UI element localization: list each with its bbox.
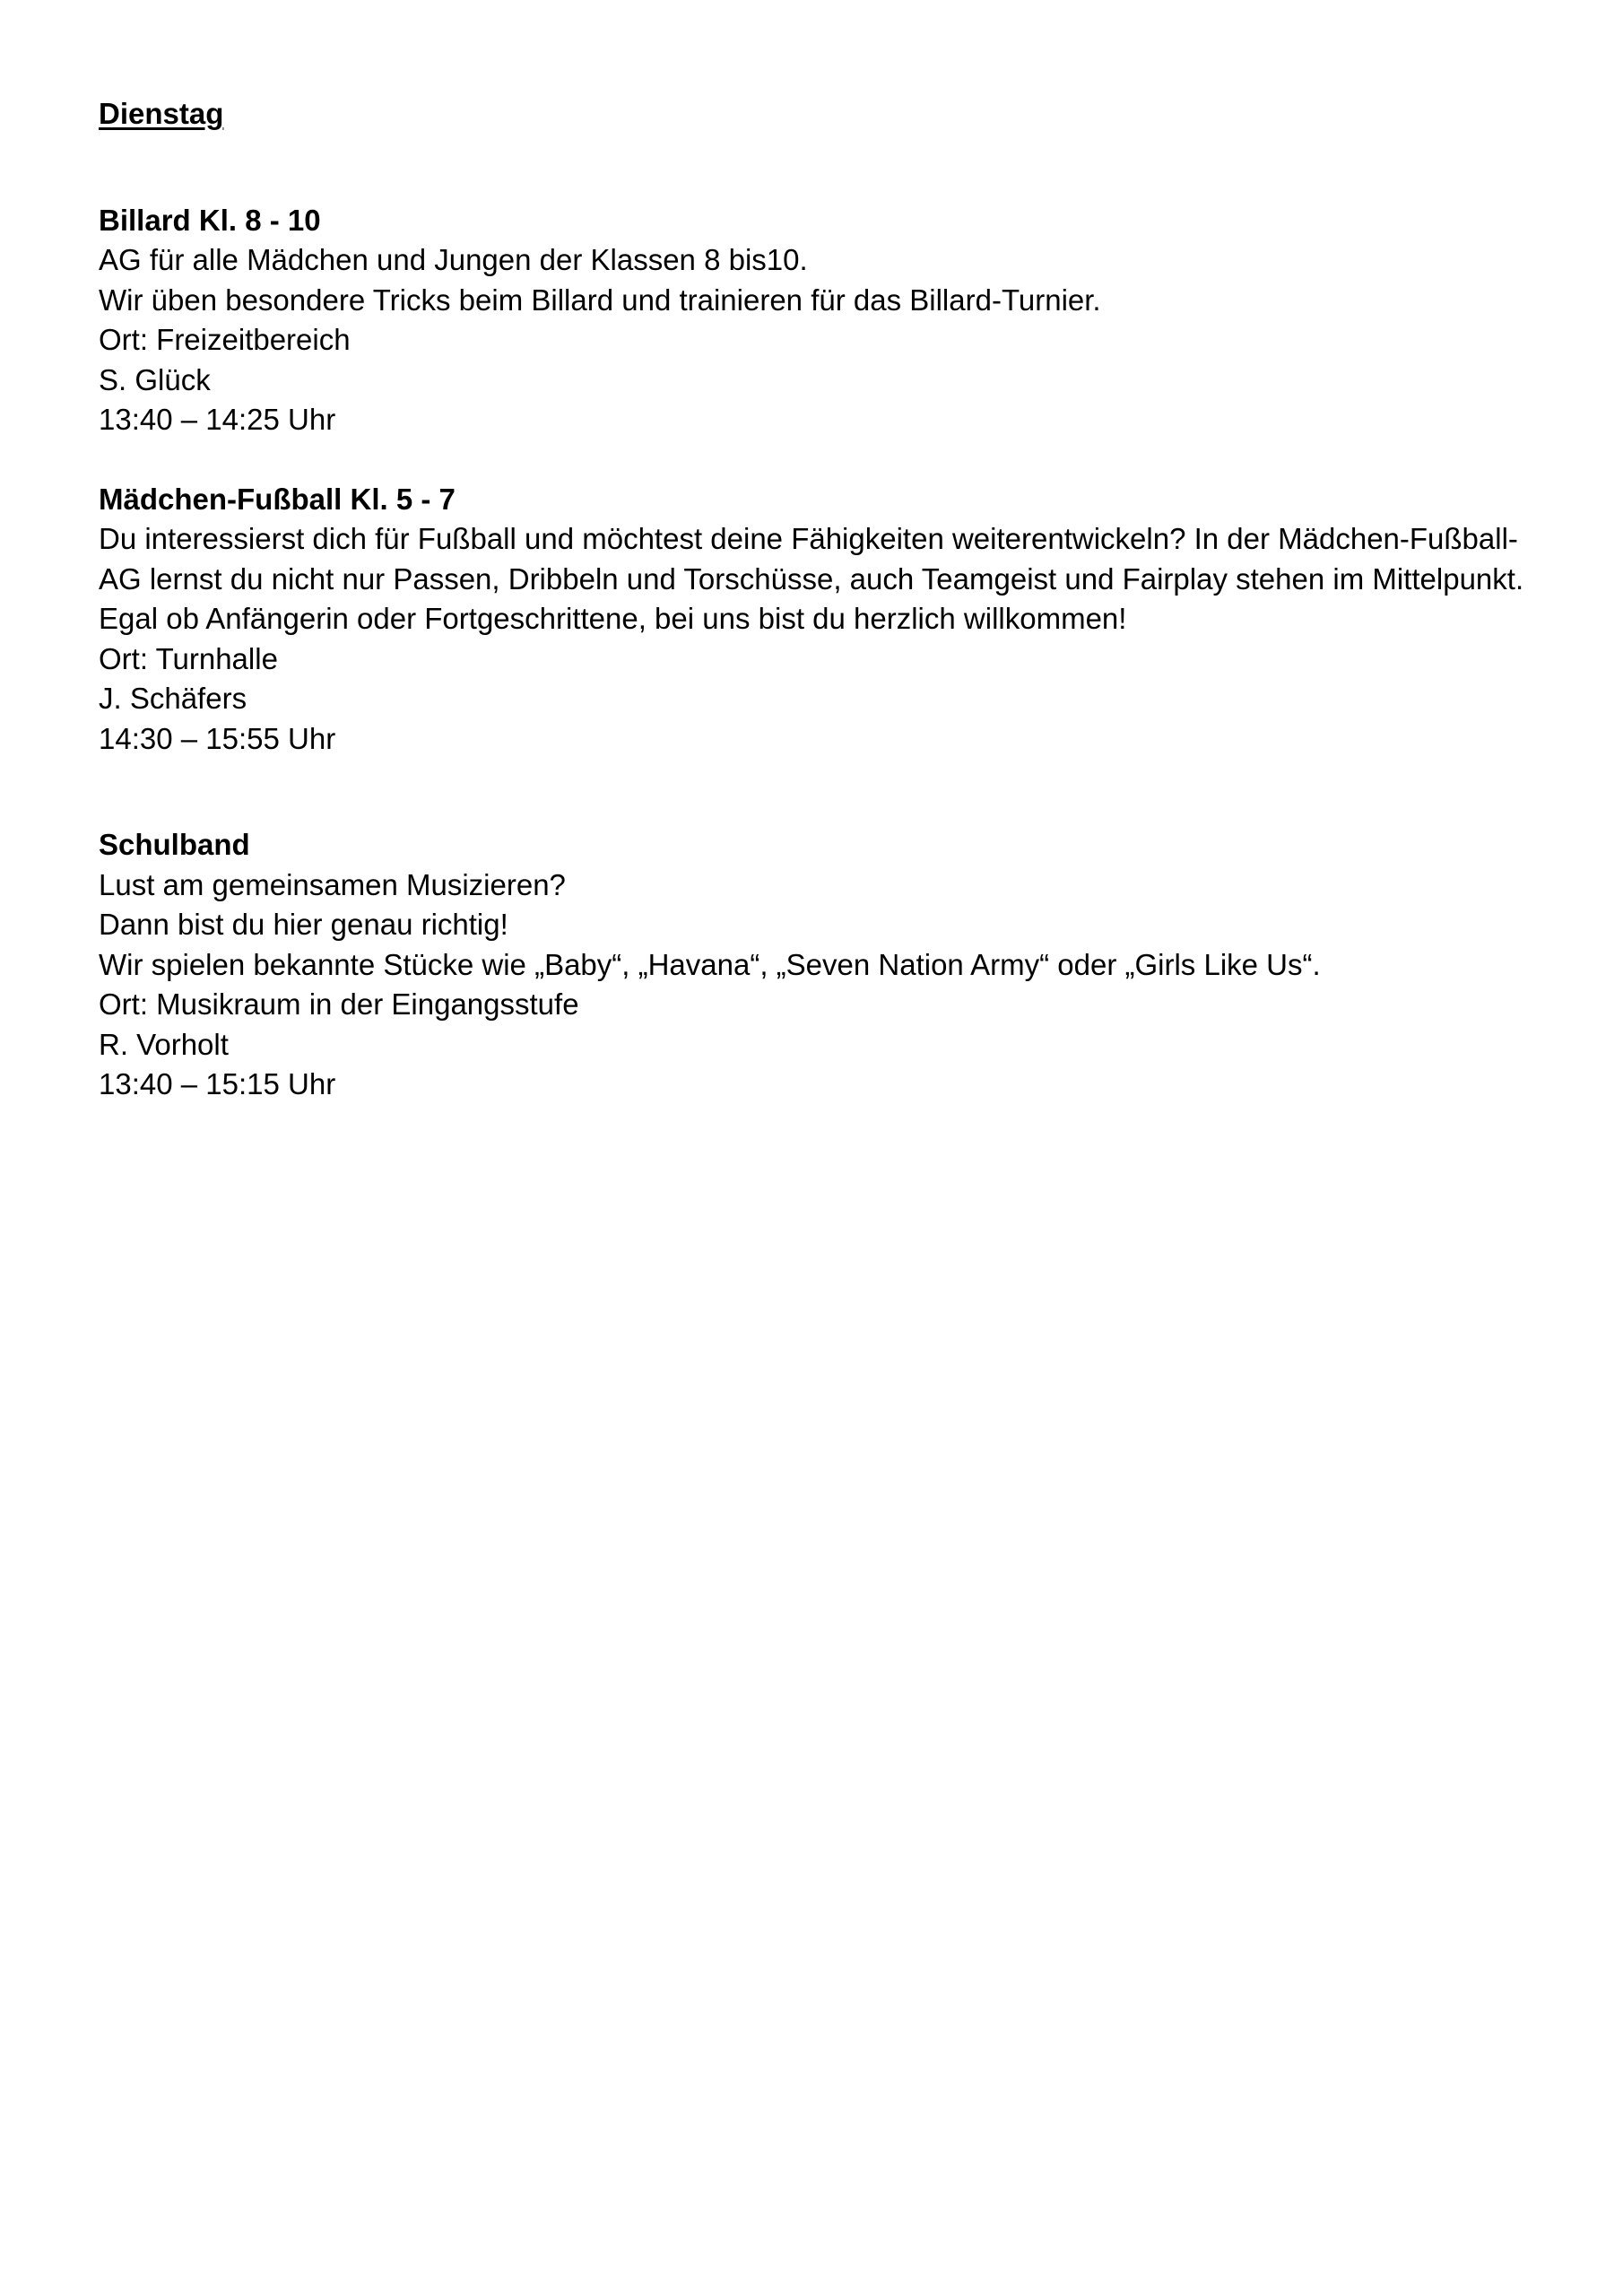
description-line: Wir üben besondere Tricks beim Billard und trainieren für das Billard-Turnier. bbox=[99, 283, 1101, 317]
section-maedchen-fussball bbox=[99, 480, 1533, 760]
teacher-line: R. Vorholt bbox=[99, 1027, 229, 1061]
description-line: Lust am gemeinsamen Musizieren? bbox=[99, 867, 566, 901]
time-line: 13:40 – 14:25 Uhr bbox=[99, 403, 336, 436]
description-line: AG für alle Mädchen und Jungen der Klassen 8 bis10. bbox=[99, 243, 808, 276]
description-line: Dann bist du hier genau richtig! bbox=[99, 908, 508, 941]
section-schulband bbox=[99, 825, 1533, 1105]
description-line: Wir spielen bekannte Stücke wie „Baby“, „Havana“, „Seven Nation Army“ oder „Girls Like Us“. bbox=[99, 947, 1321, 981]
section-billard bbox=[99, 201, 1533, 440]
section-title: Mädchen-Fußball Kl. 5 - 7 bbox=[99, 482, 456, 516]
section-title: Schulband bbox=[99, 828, 250, 861]
document-content bbox=[99, 94, 1533, 1105]
location-line: Ort: Freizeitbereich bbox=[99, 323, 351, 356]
location-line: Ort: Musikraum in der Eingangsstufe bbox=[99, 987, 579, 1021]
location-line: Ort: Turnhalle bbox=[99, 641, 278, 675]
section-title: Billard Kl. 8 - 10 bbox=[99, 203, 321, 237]
description-paragraph: Du interessierst dich für Fußball und möchtest deine Fähigkeiten weiterentwickeln? In der Mädchen-Fußball-AG lernst du nicht nur Passen, Dribbeln und Torschüsse, auch Teamgeist und Fairplay stehen im Mittelpunkt. bbox=[99, 522, 1524, 596]
time-line: 14:30 – 15:55 Uhr bbox=[99, 721, 336, 755]
description-line: Egal ob Anfängerin oder Fortgeschrittene, bei uns bist du herzlich willkommen! bbox=[99, 602, 1127, 635]
teacher-line: S. Glück bbox=[99, 362, 211, 396]
teacher-line: J. Schäfers bbox=[99, 682, 247, 715]
day-title: Dienstag bbox=[99, 97, 224, 130]
time-line: 13:40 – 15:15 Uhr bbox=[99, 1067, 336, 1100]
